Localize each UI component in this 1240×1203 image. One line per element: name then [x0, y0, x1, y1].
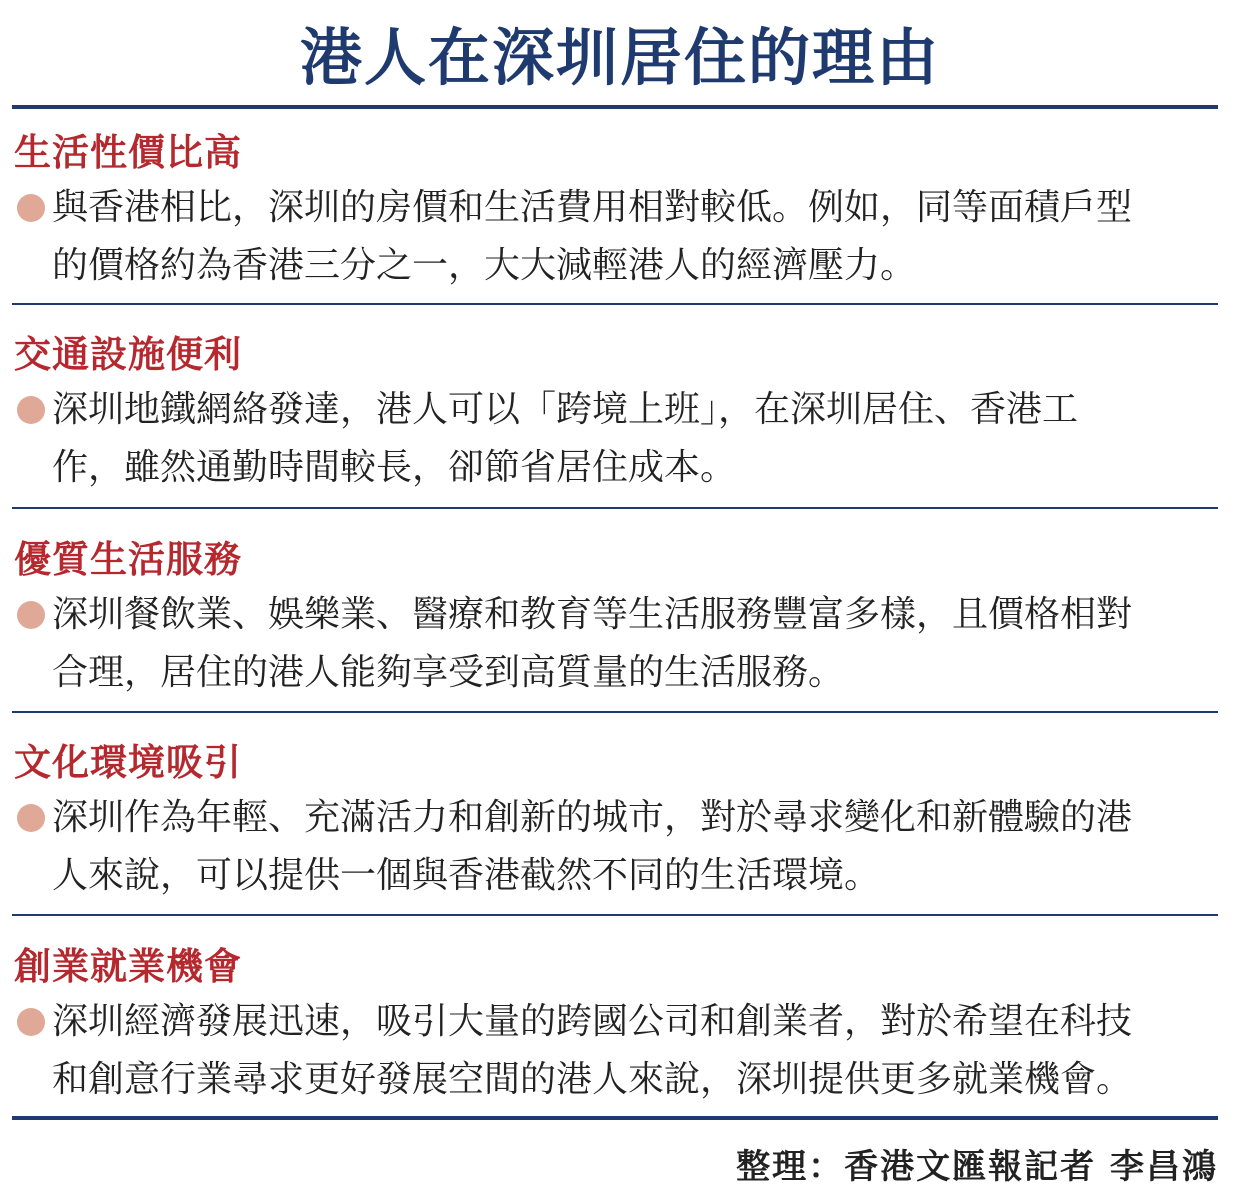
section-divider — [12, 507, 1218, 509]
bottom-divider — [12, 1116, 1218, 1120]
section-text-line: 與香港相比，深圳的房價和生活費用相對較低。例如，同等面積戶型 — [52, 187, 1133, 228]
section-text-line: 人來說，可以提供一個與香港截然不同的生活環境。 — [52, 855, 881, 896]
section-heading: 創業就業機會 — [14, 945, 242, 988]
page-title: 港人在深圳居住的理由 — [299, 21, 940, 94]
section-text-line: 合理，居住的港人能夠享受到高質量的生活服務。 — [52, 652, 845, 693]
section-heading: 優質生活服務 — [14, 538, 242, 581]
section-heading: 交通設施便利 — [14, 333, 242, 376]
top-divider — [12, 105, 1218, 109]
section-text-line: 深圳地鐵網絡發達，港人可以「跨境上班」，在深圳居住、香港工 — [52, 389, 1079, 430]
section-divider — [12, 914, 1218, 916]
section-text-line: 深圳作為年輕、充滿活力和創新的城市，對於尋求變化和新體驗的港 — [52, 797, 1133, 838]
section-text-line: 和創意行業尋求更好發展空間的港人來說，深圳提供更多就業機會。 — [52, 1059, 1133, 1100]
section-text-line: 深圳餐飲業、娛樂業、醫療和教育等生活服務豐富多樣，且價格相對 — [52, 594, 1133, 635]
bullet-dot-icon — [17, 1008, 45, 1036]
section-text-line: 作，雖然通勤時間較長，卻節省居住成本。 — [52, 447, 737, 488]
bullet-dot-icon — [17, 804, 45, 832]
section-heading: 文化環境吸引 — [14, 741, 242, 784]
bullet-dot-icon — [17, 601, 45, 629]
bullet-dot-icon — [17, 396, 45, 424]
section-text-line: 的價格約為香港三分之一，大大減輕港人的經濟壓力。 — [52, 245, 917, 286]
author-credit: 整理：香港文匯報記者 李昌鴻 — [736, 1147, 1218, 1187]
section-divider — [12, 303, 1218, 305]
bullet-dot-icon — [17, 194, 45, 222]
section-heading: 生活性價比高 — [14, 131, 242, 174]
section-divider — [12, 711, 1218, 713]
section-text-line: 深圳經濟發展迅速，吸引大量的跨國公司和創業者，對於希望在科技 — [52, 1001, 1133, 1042]
